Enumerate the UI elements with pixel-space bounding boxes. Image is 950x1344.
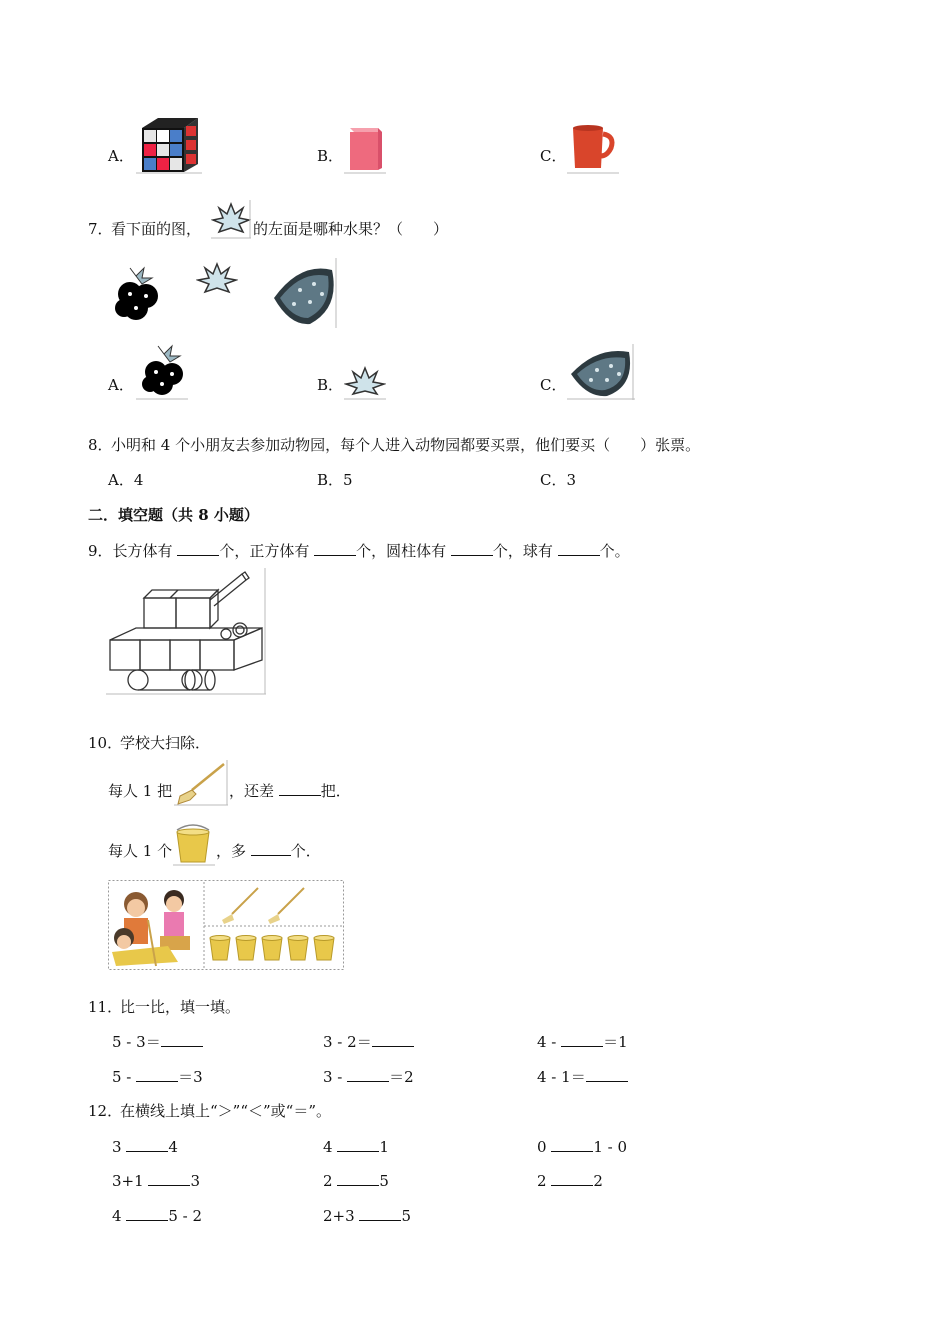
tank-shapes-figure <box>106 568 266 696</box>
q11-item-4: 5 - ＝3 <box>112 1068 203 1086</box>
q10-line2-a: 每人 1 个 <box>108 842 173 860</box>
q8-text: 小明和 4 个小朋友去参加动物园，每个人进入动物园都要买票，他们要买（ ）张票。 <box>111 436 701 454</box>
q10-line1-a: 每人 1 把 <box>108 782 173 800</box>
q11-blank-3[interactable] <box>561 1031 603 1047</box>
q9-text-4: 个，球有 <box>492 542 558 560</box>
q12-blank-8[interactable] <box>359 1205 401 1221</box>
q10-line2-c: 个． <box>290 842 321 860</box>
q12-item-6: 2 2 <box>537 1172 603 1190</box>
q12-item-7: 4 5 - 2 <box>112 1207 203 1225</box>
q11-item-5: 3 - ＝2 <box>323 1068 414 1086</box>
q11-number: 11． <box>88 998 123 1016</box>
q10-line1-b: ，还差 <box>229 782 279 800</box>
q9-text-1: 长方体有 <box>112 542 178 560</box>
q8-option-a[interactable]: A．4 <box>108 471 144 489</box>
q11-blank-1[interactable] <box>161 1031 203 1047</box>
rubiks-cube-icon[interactable] <box>136 114 202 174</box>
pink-cuboid-icon[interactable] <box>344 124 386 174</box>
q12-number: 12． <box>88 1102 123 1120</box>
q12-blank-5[interactable] <box>337 1170 379 1186</box>
grapes-icon[interactable] <box>136 344 188 400</box>
q9-blank-sphere[interactable] <box>558 540 600 556</box>
q6-option-c-letter: C． <box>540 147 567 165</box>
q11-item-1: 5 - 3＝ <box>112 1031 203 1052</box>
q12-item-5: 2 5 <box>323 1172 389 1190</box>
q11-blank-6[interactable] <box>586 1066 628 1082</box>
q12-item-3: 0 1 - 0 <box>537 1138 628 1156</box>
bucket-icon <box>173 824 215 866</box>
q12-blank-4[interactable] <box>148 1170 190 1186</box>
q10-blank-brooms[interactable] <box>279 780 321 796</box>
q6-option-a-letter: A． <box>108 147 134 165</box>
q11-item-3: 4 - ＝1 <box>537 1033 628 1051</box>
q11-item-2: 3 - 2＝ <box>323 1031 414 1052</box>
q9-line <box>88 540 630 561</box>
q9-text-3: 个，圆柱体有 <box>356 542 451 560</box>
q10-line1-c: 把． <box>320 782 351 800</box>
q10-line2-b: ，多 <box>216 842 251 860</box>
q12-blank-3[interactable] <box>551 1136 593 1152</box>
q8-option-b[interactable]: B．5 <box>317 471 353 489</box>
q10-text: 学校大扫除． <box>120 734 211 752</box>
pineapple-icon <box>211 200 251 240</box>
q12-blank-2[interactable] <box>337 1136 379 1152</box>
watermelon-slice-icon[interactable] <box>567 344 635 400</box>
q9-blank-cube[interactable] <box>314 540 356 556</box>
pineapple-icon <box>196 262 238 298</box>
q12-item-2: 4 1 <box>323 1138 389 1156</box>
pineapple-icon[interactable] <box>344 366 386 400</box>
q10-line2-rest <box>216 840 321 861</box>
q12-blank-7[interactable] <box>126 1205 168 1221</box>
q10-number: 10． <box>88 734 123 752</box>
section-2-title: 二．填空题（共 8 小题） <box>88 506 259 524</box>
q10-blank-buckets[interactable] <box>251 840 291 856</box>
q12-blank-1[interactable] <box>126 1136 168 1152</box>
q8-option-c[interactable]: C．3 <box>540 471 577 489</box>
q8-number: 8． <box>88 436 113 454</box>
q7-number: 7． <box>88 220 113 238</box>
q12-text: 在横线上填上“＞”“＜”或“＝”。 <box>120 1102 332 1120</box>
q11-blank-4[interactable] <box>136 1066 178 1082</box>
q9-text-2: 个，正方体有 <box>219 542 315 560</box>
q9-blank-cuboid[interactable] <box>177 540 219 556</box>
q11-blank-5[interactable] <box>347 1066 389 1082</box>
q12-item-8: 2+3 5 <box>323 1207 411 1225</box>
q7-text-before: 看下面的图， <box>111 220 202 238</box>
q9-blank-cylinder[interactable] <box>451 540 493 556</box>
q11-text: 比一比，填一填。 <box>120 998 241 1016</box>
q11-item-6: 4 - 1＝ <box>537 1066 628 1087</box>
broom-icon <box>174 760 228 806</box>
q12-item-1: 3 4 <box>112 1138 178 1156</box>
q9-text-5: 个。 <box>599 542 630 560</box>
q9-number: 9． <box>88 542 113 560</box>
q7-option-c-letter: C． <box>540 376 567 394</box>
q7-option-a-letter: A． <box>108 376 134 394</box>
q7-text-after: 的左面是哪种水果？（ ） <box>253 220 449 238</box>
cleaning-scene-figure <box>108 880 344 970</box>
q10-line1-rest <box>229 780 351 801</box>
q6-option-b-letter: B． <box>317 147 344 165</box>
red-mug-icon[interactable] <box>567 122 619 174</box>
q7-option-b-letter: B． <box>317 376 344 394</box>
grapes-icon <box>108 266 164 322</box>
q11-blank-2[interactable] <box>372 1031 414 1047</box>
q12-item-4: 3+1 3 <box>112 1172 200 1190</box>
watermelon-slice-icon <box>270 258 338 328</box>
q12-blank-6[interactable] <box>551 1170 593 1186</box>
